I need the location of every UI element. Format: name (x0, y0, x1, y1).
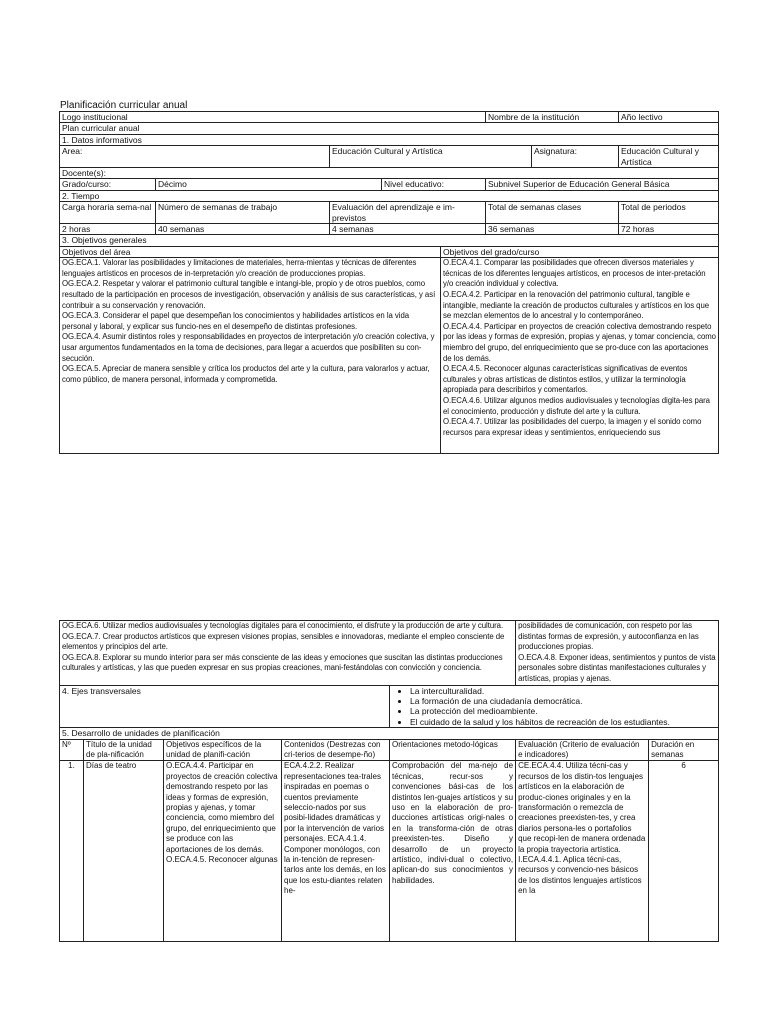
section-unidades: 5. Desarrollo de unidades de planificación (60, 728, 719, 739)
units-header: Evaluación (Criterio de evaluación e indicadores) (516, 739, 649, 761)
objective-item: O.ECA.4.2. Participar en la renovación del patrimonio cultural, tangible e intangible, mediante la creación de productos culturales y artísticos en los que se mezclan elementos de lo ancestral y lo contemporáneo. (443, 290, 710, 321)
time-value: 4 semanas (330, 224, 486, 235)
eje-item: • La interculturalidad. (410, 686, 716, 696)
objective-item: OG.ECA.8. Explorar su mundo interior para ser más consciente de las ideas y emociones que suscitan las distintas producciones culturales y artísticas, y las que pueden expresar en sus propias creaciones, mani-festándolas con convicción y conciencia. (62, 652, 503, 673)
objective-item: O.ECA.4.6. Utilizar algunos medios audiovisuales y tecnologías digita-les para el conocimiento, producción y disfrute del arte y la cultura. (443, 396, 710, 416)
ejes-transversales-label: 4. Ejes transversales (60, 685, 390, 728)
page-title: Planificación curricular anual (60, 100, 188, 111)
curriculum-table-part1 (59, 111, 719, 454)
level-value: Subnivel Superior de Educación General Básica (486, 179, 719, 190)
ejes-transversales-list (390, 685, 719, 728)
time-header: Evaluación del aprendizaje e im-previstos (330, 202, 486, 224)
unit-title: Días de teatro (84, 761, 164, 942)
eje-item: • La formación de una ciudadanía democrática. (410, 696, 716, 706)
objective-item: OG.ECA.6. Utilizar medios audiovisuales y tecnologías digitales para el conocimiento, el disfrute y la producción de arte y cultura. (62, 621, 504, 630)
logo-cell: Logo institucional (60, 112, 486, 123)
time-header: Carga horaria sema-nal (60, 202, 156, 224)
time-value: 36 semanas (486, 224, 619, 235)
school-year-cell: Año lectivo (619, 112, 719, 123)
grade-value: Décimo (156, 179, 382, 190)
section-objetivos-generales: 3. Objetivos generales (60, 235, 719, 246)
unit-objectives: O.ECA.4.4. Participar en proyectos de creación colectiva demostrando respeto por las ideas y formas de expresión, propias y ajenas, y tomar conciencia, como miembro del grupo, del enriquecimiento que se produce con las aportaciones de los demás. O.ECA.4.5. Reconocer algunas (164, 761, 282, 942)
time-header: Total de periodos (619, 202, 719, 224)
objectives-area-list (60, 258, 441, 454)
teacher-label: Docente(s): (60, 168, 719, 179)
area-label: Area: (60, 146, 330, 168)
area-value: Educación Cultural y Artística (330, 146, 532, 168)
objective-item: OG.ECA.2. Respetar y valorar el patrimonio cultural tangible e intangi-ble, propio y de otros pueblos, como resultado de la participación en procesos de investigación, observación y análisis de sus características, y así contribuir a su conservación y renovación. (62, 279, 436, 310)
objectives-grade-list (441, 258, 719, 454)
time-header: Total de semanas clases (486, 202, 619, 224)
subject-label: Asignatura: (532, 146, 619, 168)
time-header: Número de semanas de trabajo (156, 202, 330, 224)
plan-label: Plan curricular anual (60, 123, 719, 134)
time-value: 40 semanas (156, 224, 330, 235)
unit-evaluation: CE.ECA.4.4. Utiliza técni-cas y recursos de los distin-tos lenguajes artísticos en la elaboración de produc-ciones originales y en la transformación o remezcla de creaciones preexisten-tes, y crea diarios persona-les o portafolios que recopi-len de manera ordenada la propia trayectoria artística. I.ECA.4.4.1. Aplica técni-cas, recursos y convencio-nes básicos de los distintos lenguajes artísticos en la (516, 761, 649, 942)
section-datos-informativos: 1. Datos informativos (60, 134, 719, 145)
units-header: Orientaciones metodo-lógicas (390, 739, 516, 761)
eje-item: • La protección del medioambiente. (410, 706, 716, 716)
units-header: Título de la unidad de pla-nificación (84, 739, 164, 761)
objective-item: OG.ECA.5. Apreciar de manera sensible y crítica los productos del arte y la cultura, para valorarlos y actuar, como público, de manera personal, informada y comprometida. (62, 364, 430, 384)
time-value: 2 horas (60, 224, 156, 235)
subject-value: Educación Cultural y Artística (619, 146, 719, 168)
objective-item: posibilidades de comunicación, con respeto por las distintas formas de expresión, y autoconfianza en las producciones propias. (518, 621, 699, 652)
curriculum-table-part2 (59, 620, 719, 942)
institution-name-cell: Nombre de la institución (486, 112, 619, 123)
objectives-area-list-continued (60, 621, 516, 686)
objective-item: O.ECA.4.8. Exponer ideas, sentimientos y puntos de vista personales sobre distintas manifestaciones culturales y artísticas, propias y ajenas. (518, 652, 716, 683)
unit-contents: ECA.4.2.2. Realizar representaciones tea-trales inspiradas en poemas o cuentos previamente seleccio-nados por sus posibi-lidades dramáticas y por la intervención de varios personajes. ECA.4.1.4. Componer monólogos, con la in-tención de represen-tarlos ante los demás, en los que los estu-diantes relaten he- (282, 761, 390, 942)
objective-item: OG.ECA.1. Valorar las posibilidades y limitaciones de materiales, herra-mientas y técnicas de diferentes lenguajes artísticos en procesos de in-terpretación y/o creación de producciones propias. (62, 258, 417, 278)
unit-number: 1. (60, 761, 84, 942)
objective-item: OG.ECA.4. Asumir distintos roles y responsabilidades en proyectos de interpretación y/o creación colectiva, y usar argumentos fundamentados en la toma de decisiones, para llegar a acuerdos que posibiliten su con-secución. (62, 332, 435, 363)
objectives-grade-list-continued (516, 621, 719, 686)
units-header: Nº (60, 739, 84, 761)
units-header: Objetivos específicos de la unidad de planifi-cación (164, 739, 282, 761)
objective-item: O.ECA.4.5. Reconocer algunas características significativas de eventos culturales y obras artísticas de distintos estilos, y utilizar la terminología apropiada para describirlos y comentarlos. (443, 364, 688, 395)
unit-duration: 6 (649, 761, 719, 942)
objective-item: O.ECA.4.1. Comparar las posibilidades que ofrecen diversos materiales y técnicas de los diferentes lenguajes artísticos, en procesos de inter-pretación y/o creación individual y colectiva. (443, 258, 706, 289)
objective-item: O.ECA.4.4. Participar en proyectos de creación colectiva demostrando respeto por las ideas y formas de expresión, propias y ajenas, y tomar conciencia, como miembro del grupo, del enriquecimiento que se pro-duce con las aportaciones de los demás. (443, 321, 716, 363)
objective-item: OG.ECA.3. Considerar el papel que desempeñan los conocimientos y habilidades artísticos en la vida personal y laboral, y explicar sus funcio-nes en el desempeño de distintas profesiones. (62, 311, 410, 331)
section-tiempo: 2. Tiempo (60, 190, 719, 201)
grade-label: Grado/curso: (60, 179, 156, 190)
eje-item: • El cuidado de la salud y los hábitos de recreación de los estudiantes. (410, 717, 716, 727)
objective-item: OG.ECA.7. Crear productos artísticos que expresen visiones propias, sensibles e innovadoras, mediante el empleo consciente de elementos y principios del arte. (62, 631, 505, 652)
objectives-area-header: Objetivos del área (60, 246, 441, 257)
time-value: 72 horas (619, 224, 719, 235)
level-label: Nivel educativo: (382, 179, 486, 190)
unit-methods: Comprobación del ma-nejo de técnicas, recur-sos y convenciones bási-cas de los distintos len-guajes artísticos y su uso en la elaboración de pro-ducciones artísticas origi-nales o en la transforma-ción de otras preexisten-tes. Diseño y desarrollo de un proyecto artístico, indivi-dual o colectivo, aplican-do sus conocimientos y habilidades. (390, 761, 516, 942)
units-header: Duración en semanas (649, 739, 719, 761)
table-row (60, 761, 719, 942)
objectives-grade-header: Objetivos del grado/curso (441, 246, 719, 257)
units-header: Contenidos (Destrezas con cri-terios de desempe-ño) (282, 739, 390, 761)
objective-item: O.ECA.4.7. Utilizar las posibilidades del cuerpo, la imagen y el sonido como recursos para expresar ideas y sentimientos, enriqueciendo sus (443, 417, 702, 437)
